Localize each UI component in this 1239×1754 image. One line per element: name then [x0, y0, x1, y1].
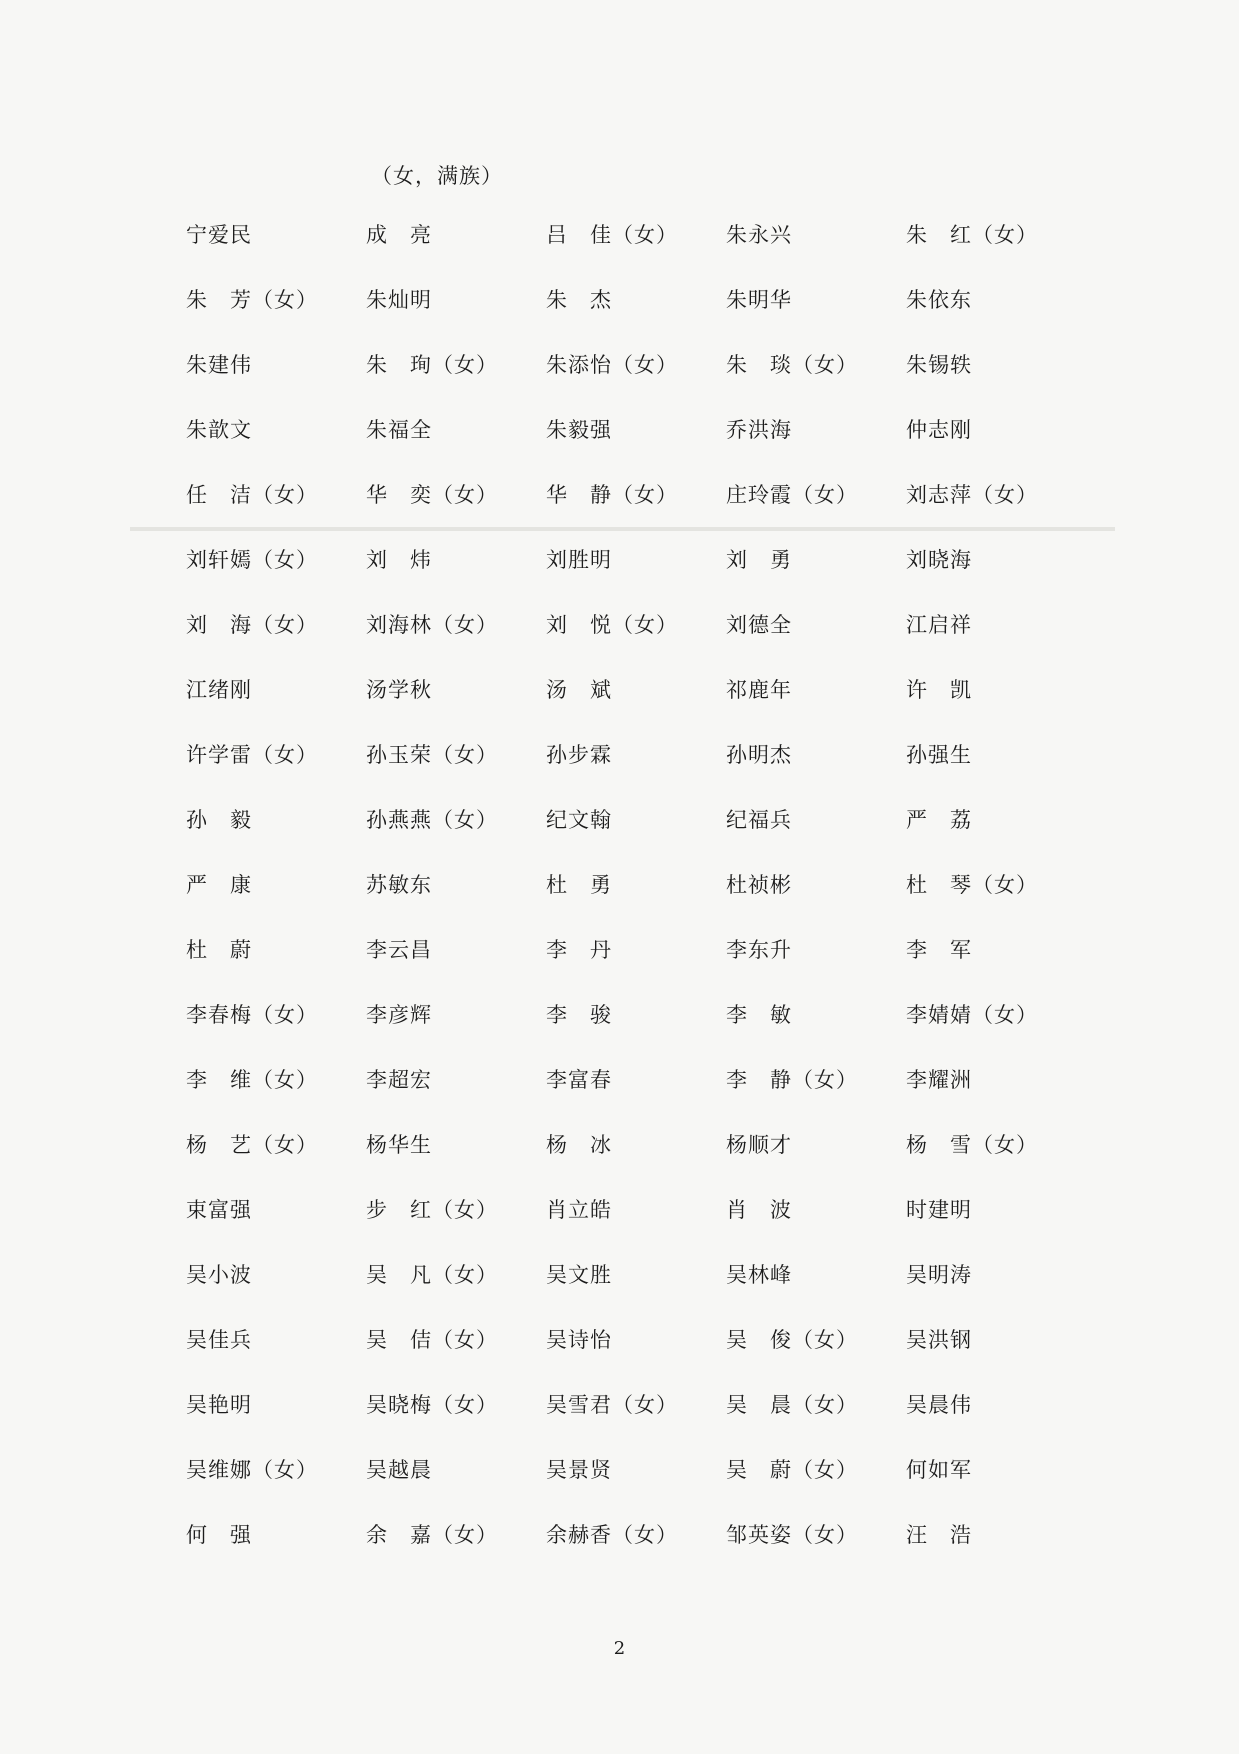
member-name: 任 洁（女） — [186, 483, 318, 507]
member-name: 刘德全 — [726, 613, 792, 637]
member-name: 孙强生 — [906, 743, 972, 767]
member-name: 吴 晨（女） — [726, 1393, 858, 1417]
member-name: 江启祥 — [906, 613, 972, 637]
name-row — [186, 1457, 1086, 1522]
member-name: 吴维娜（女） — [186, 1458, 318, 1482]
member-name: 步 红（女） — [366, 1198, 498, 1222]
member-name: 成 亮 — [366, 223, 432, 247]
name-row — [186, 937, 1086, 1002]
member-name: 吴越晨 — [366, 1458, 432, 1482]
name-row — [186, 1002, 1086, 1067]
member-name-list — [186, 222, 1086, 1587]
member-name: 刘轩嫣（女） — [186, 548, 318, 572]
continuation-note: （女，满族） — [371, 164, 503, 188]
member-name: 李 维（女） — [186, 1068, 318, 1092]
member-name: 邹英姿（女） — [726, 1523, 858, 1547]
member-name: 苏敏东 — [366, 873, 432, 897]
member-name: 刘 勇 — [726, 548, 792, 572]
member-name: 束富强 — [186, 1198, 252, 1222]
member-name: 吴明涛 — [906, 1263, 972, 1287]
member-name: 杨 艺（女） — [186, 1133, 318, 1157]
name-row — [186, 1067, 1086, 1132]
name-row — [186, 677, 1086, 742]
member-name: 李彦辉 — [366, 1003, 432, 1027]
page-number: 2 — [613, 1638, 626, 1659]
member-name: 刘晓海 — [906, 548, 972, 572]
member-name: 汪 浩 — [906, 1523, 972, 1547]
member-name: 吴景贤 — [546, 1458, 612, 1482]
member-name: 刘志萍（女） — [906, 483, 1038, 507]
member-name: 祁鹿年 — [726, 678, 792, 702]
member-name: 杨 雪（女） — [906, 1133, 1038, 1157]
member-name: 江绪刚 — [186, 678, 252, 702]
member-name: 刘 炜 — [366, 548, 432, 572]
member-name: 宁爱民 — [186, 223, 252, 247]
member-name: 吴 俊（女） — [726, 1328, 858, 1352]
member-name: 吴晓梅（女） — [366, 1393, 498, 1417]
member-name: 肖立皓 — [546, 1198, 612, 1222]
member-name: 李 静（女） — [726, 1068, 858, 1092]
member-name: 刘海林（女） — [366, 613, 498, 637]
member-name: 吴诗怡 — [546, 1328, 612, 1352]
member-name: 刘胜明 — [546, 548, 612, 572]
member-name: 汤 斌 — [546, 678, 612, 702]
member-name: 许 凯 — [906, 678, 972, 702]
name-row — [186, 1197, 1086, 1262]
name-row — [186, 1522, 1086, 1587]
member-name: 朱锡轶 — [906, 353, 972, 377]
member-name: 朱 杰 — [546, 288, 612, 312]
member-name: 吴雪君（女） — [546, 1393, 678, 1417]
name-row — [186, 1392, 1086, 1457]
member-name: 许学雷（女） — [186, 743, 318, 767]
member-name: 时建明 — [906, 1198, 972, 1222]
member-name: 李春梅（女） — [186, 1003, 318, 1027]
member-name: 华 奕（女） — [366, 483, 498, 507]
member-name: 朱 红（女） — [906, 223, 1038, 247]
member-name: 吴文胜 — [546, 1263, 612, 1287]
name-row — [186, 547, 1086, 612]
member-name: 孙步霖 — [546, 743, 612, 767]
member-name: 李 丹 — [546, 938, 612, 962]
name-row — [186, 352, 1086, 417]
member-name: 杜 琴（女） — [906, 873, 1038, 897]
member-name: 肖 波 — [726, 1198, 792, 1222]
name-row — [186, 1262, 1086, 1327]
name-row — [186, 417, 1086, 482]
member-name: 李富春 — [546, 1068, 612, 1092]
member-name: 何如军 — [906, 1458, 972, 1482]
member-name: 孙燕燕（女） — [366, 808, 498, 832]
member-name: 严 荔 — [906, 808, 972, 832]
member-name: 吕 佳（女） — [546, 223, 678, 247]
member-name: 朱灿明 — [366, 288, 432, 312]
name-row — [186, 1132, 1086, 1197]
name-row — [186, 222, 1086, 287]
member-name: 杜祯彬 — [726, 873, 792, 897]
name-row — [186, 482, 1086, 547]
member-name: 朱依东 — [906, 288, 972, 312]
member-name: 吴 凡（女） — [366, 1263, 498, 1287]
member-name: 吴林峰 — [726, 1263, 792, 1287]
member-name: 庄玲霞（女） — [726, 483, 858, 507]
member-name: 杜 蔚 — [186, 938, 252, 962]
member-name: 何 强 — [186, 1523, 252, 1547]
member-name: 朱 芳（女） — [186, 288, 318, 312]
member-name: 李云昌 — [366, 938, 432, 962]
member-name: 朱添怡（女） — [546, 353, 678, 377]
member-name: 朱毅强 — [546, 418, 612, 442]
member-name: 李耀洲 — [906, 1068, 972, 1092]
member-name: 杨华生 — [366, 1133, 432, 1157]
member-name: 朱明华 — [726, 288, 792, 312]
member-name: 杨顺才 — [726, 1133, 792, 1157]
member-name: 朱歆文 — [186, 418, 252, 442]
member-name: 华 静（女） — [546, 483, 678, 507]
member-name: 严 康 — [186, 873, 252, 897]
member-name: 余 嘉（女） — [366, 1523, 498, 1547]
member-name: 刘 海（女） — [186, 613, 318, 637]
member-name: 李婧婧（女） — [906, 1003, 1038, 1027]
member-name: 纪文翰 — [546, 808, 612, 832]
member-name: 朱福全 — [366, 418, 432, 442]
member-name: 朱 琰（女） — [726, 353, 858, 377]
member-name: 余赫香（女） — [546, 1523, 678, 1547]
name-row — [186, 742, 1086, 807]
member-name: 朱永兴 — [726, 223, 792, 247]
member-name: 刘 悦（女） — [546, 613, 678, 637]
member-name: 杜 勇 — [546, 873, 612, 897]
member-name: 朱 珣（女） — [366, 353, 498, 377]
member-name: 吴晨伟 — [906, 1393, 972, 1417]
member-name: 吴小波 — [186, 1263, 252, 1287]
member-name: 汤学秋 — [366, 678, 432, 702]
member-name: 孙明杰 — [726, 743, 792, 767]
member-name: 吴 佶（女） — [366, 1328, 498, 1352]
member-name: 孙玉荣（女） — [366, 743, 498, 767]
name-row — [186, 287, 1086, 352]
member-name: 吴艳明 — [186, 1393, 252, 1417]
member-name: 李 骏 — [546, 1003, 612, 1027]
member-name: 纪福兵 — [726, 808, 792, 832]
name-row — [186, 1327, 1086, 1392]
name-row — [186, 807, 1086, 872]
member-name: 乔洪海 — [726, 418, 792, 442]
name-row — [186, 872, 1086, 937]
member-name: 李 军 — [906, 938, 972, 962]
member-name: 杨 冰 — [546, 1133, 612, 1157]
member-name: 吴佳兵 — [186, 1328, 252, 1352]
member-name: 李 敏 — [726, 1003, 792, 1027]
member-name: 仲志刚 — [906, 418, 972, 442]
member-name: 吴洪钢 — [906, 1328, 972, 1352]
member-name: 李东升 — [726, 938, 792, 962]
member-name: 李超宏 — [366, 1068, 432, 1092]
member-name: 朱建伟 — [186, 353, 252, 377]
name-row — [186, 612, 1086, 677]
member-name: 孙 毅 — [186, 808, 252, 832]
member-name: 吴 蔚（女） — [726, 1458, 858, 1482]
